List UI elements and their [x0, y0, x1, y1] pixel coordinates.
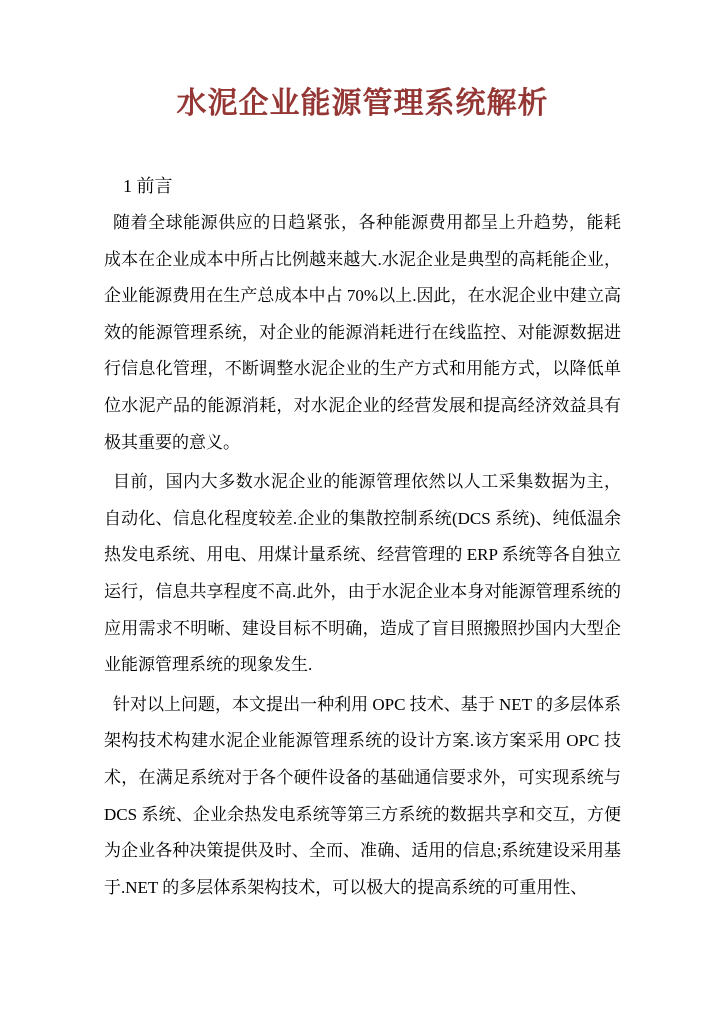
- paragraph: 随着全球能源供应的日趋紧张，各种能源费用都呈上升趋势，能耗成本在企业成本中所占比例越来越大.水泥企业是典型的高耗能企业，企业能源费用在生产总成本中占 70%以上.因此，在水泥企业中建立高效的能源管理系统，对企业的能源消耗进行在线监控、对能源数据进行信息化管理，不断调整水泥企业的生产方式和用能方式，以降低单位水泥产品的能源消耗，对水泥企业的经营发展和提高经济效益具有极其重要的意义。: [104, 213, 621, 452]
- document-title: 水泥企业能源管理系统解析: [176, 87, 549, 120]
- paragraph: 目前，国内大多数水泥企业的能源管理依然以人工采集数据为主，自动化、信息化程度较差.企业的集散控制系统(DCS 系统)、纯低温余热发电系统、用电、用煤计量系统、经营管理的 ERP 系统等各自独立运行，信息共享程度不高.此外，由于水泥企业本身对能源管理系统的应用需求不明晰、建设目标不明确，造成了盲目照搬照抄国内大型企业能源管理系统的现象发生.: [104, 472, 621, 675]
- document-body: [104, 205, 621, 906]
- section-heading: 1 前言: [123, 176, 173, 196]
- paragraph: 针对以上问题，本文提出一种利用 OPC 技术、基于 NET 的多层体系架构技术构建水泥企业能源管理系统的设计方案.该方案采用 OPC 技术，在满足系统对于各个硬件设备的基础通信要求外，可实现系统与 DCS 系统、企业余热发电系统等第三方系统的数据共享和交互，方便为企业各种决策提供及时、全而、准确、适用的信息;系统建设采用基于.NET 的多层体系架构技术，可以极大的提高系统的可重用性、: [104, 694, 621, 897]
